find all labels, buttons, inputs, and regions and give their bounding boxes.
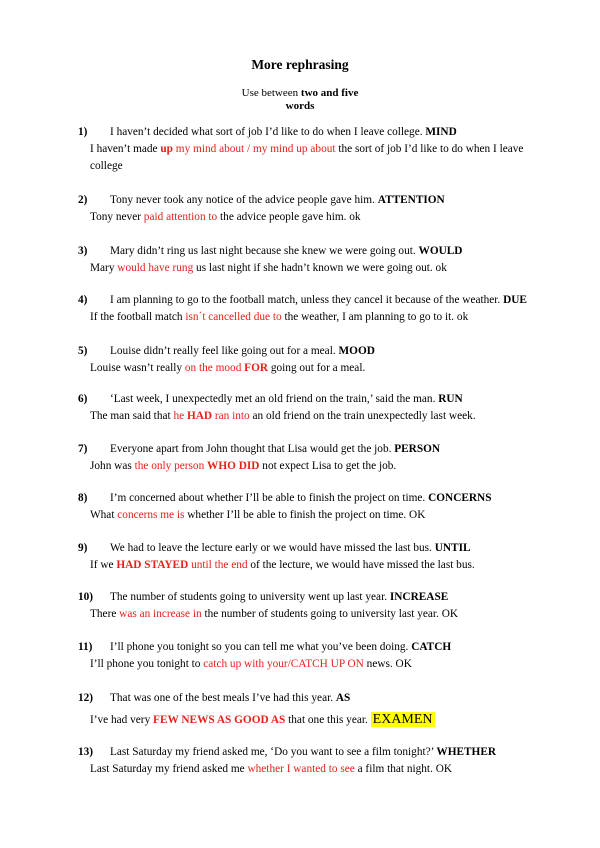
question-9 [78, 540, 548, 574]
question-number: 7) [78, 443, 88, 455]
question-10 [78, 589, 548, 623]
original-sentence: The number of students going to university went up last year. INCREASE [110, 591, 449, 603]
question-number: 6) [78, 393, 88, 405]
key-word: DUE [503, 294, 527, 306]
key-word: MOOD [338, 345, 375, 357]
original-sentence: ‘Last week, I unexpectedly met an old friend on the train,’ said the man. RUN [110, 393, 463, 405]
instructions-text: Use between [241, 87, 301, 99]
question-number: 11) [78, 641, 93, 653]
original-sentence: We had to leave the lecture early or we would have missed the last bus. UNTIL [110, 542, 471, 554]
answer-sentence: I’ve had very FEW NEWS AS GOOD AS that one this year. EXAMEN [90, 712, 433, 727]
original-sentence: I am planning to go to the football match, unless they cancel it because of the weather. DUE [110, 294, 527, 306]
answer-sentence: I haven’t made up my mind about / my mind up about the sort of job I’d like to do when I leave college [90, 143, 524, 172]
answer-sentence: Last Saturday my friend asked me whether I wanted to see a film that night. OK [90, 763, 453, 775]
key-word: PERSON [394, 443, 441, 455]
question-number: 4) [78, 294, 88, 306]
question-8 [78, 490, 548, 524]
original-sentence: Tony never took any notice of the advice people gave him. ATTENTION [110, 194, 445, 206]
page-title: More rephrasing [251, 57, 349, 72]
question-3 [78, 243, 548, 277]
original-sentence: Louise didn’t really feel like going out for a meal. MOOD [110, 345, 375, 357]
question-2 [78, 192, 548, 226]
question-1 [78, 124, 548, 175]
question-13 [78, 744, 548, 778]
key-word: CONCERNS [428, 492, 492, 504]
question-number: 1) [78, 126, 88, 138]
answer-sentence: Tony never paid attention to the advice people gave him. ok [90, 211, 361, 223]
question-11 [78, 639, 548, 673]
original-sentence: I’ll phone you tonight so you can tell me what you’ve been doing. CATCH [110, 641, 452, 653]
answer-sentence: Louise wasn’t really on the mood FOR going out for a meal. [90, 362, 366, 374]
key-word: UNTIL [434, 542, 471, 554]
question-number: 12) [78, 692, 94, 704]
answer-sentence: What concerns me is whether I’ll be able to finish the project on time. OK [90, 509, 426, 521]
original-sentence: Everyone apart from John thought that Lisa would get the job. PERSON [110, 443, 441, 455]
original-sentence: That was one of the best meals I’ve had this year. AS [110, 692, 351, 704]
key-word: CATCH [411, 641, 452, 653]
question-number: 10) [78, 591, 94, 603]
question-number: 9) [78, 542, 88, 554]
question-number: 3) [78, 245, 88, 257]
answer-sentence: If the football match isn´t cancelled due to the weather, I am planning to go to it. ok [90, 311, 469, 323]
answer-sentence: John was the only person WHO DID not expect Lisa to get the job. [90, 460, 397, 472]
instructions-bold: two and five [300, 87, 359, 99]
key-word: MIND [425, 126, 457, 138]
original-sentence: I’m concerned about whether I’ll be able to finish the project on time. CONCERNS [110, 492, 492, 504]
original-sentence: I haven’t decided what sort of job I’d like to do when I leave college. MIND [110, 126, 457, 138]
key-word: ATTENTION [377, 194, 445, 206]
key-word: AS [335, 692, 351, 704]
question-4 [78, 292, 548, 326]
instructions-bold-2: words [285, 100, 315, 112]
answer-sentence: If we HAD STAYED until the end of the lecture, we would have missed the last bus. [90, 559, 475, 571]
question-number: 13) [78, 746, 94, 758]
answer-sentence: There was an increase in the number of students going to university last year. OK [90, 608, 459, 620]
answer-sentence: Mary would have rung us last night if she hadn’t known we were going out. ok [90, 262, 447, 274]
question-number: 8) [78, 492, 88, 504]
question-number: 2) [78, 194, 88, 206]
question-12 [78, 690, 548, 729]
key-word: RUN [438, 393, 463, 405]
question-7 [78, 441, 548, 475]
key-word: WOULD [418, 245, 463, 257]
question-number: 5) [78, 345, 88, 357]
answer-sentence: The man said that he HAD ran into an old friend on the train unexpectedly last week. [90, 410, 476, 422]
highlighted-note: EXAMEN [372, 712, 433, 727]
original-sentence: Mary didn’t ring us last night because she knew we were going out. WOULD [110, 245, 463, 257]
key-word: INCREASE [389, 591, 449, 603]
key-word: WHETHER [436, 746, 497, 758]
question-6 [78, 391, 548, 425]
instructions [0, 87, 600, 113]
answer-sentence: I’ll phone you tonight to catch up with your/CATCH UP ON news. OK [90, 658, 412, 670]
question-5 [78, 343, 548, 377]
original-sentence: Last Saturday my friend asked me, ‘Do you want to see a film tonight?’ WHETHER [110, 746, 497, 758]
